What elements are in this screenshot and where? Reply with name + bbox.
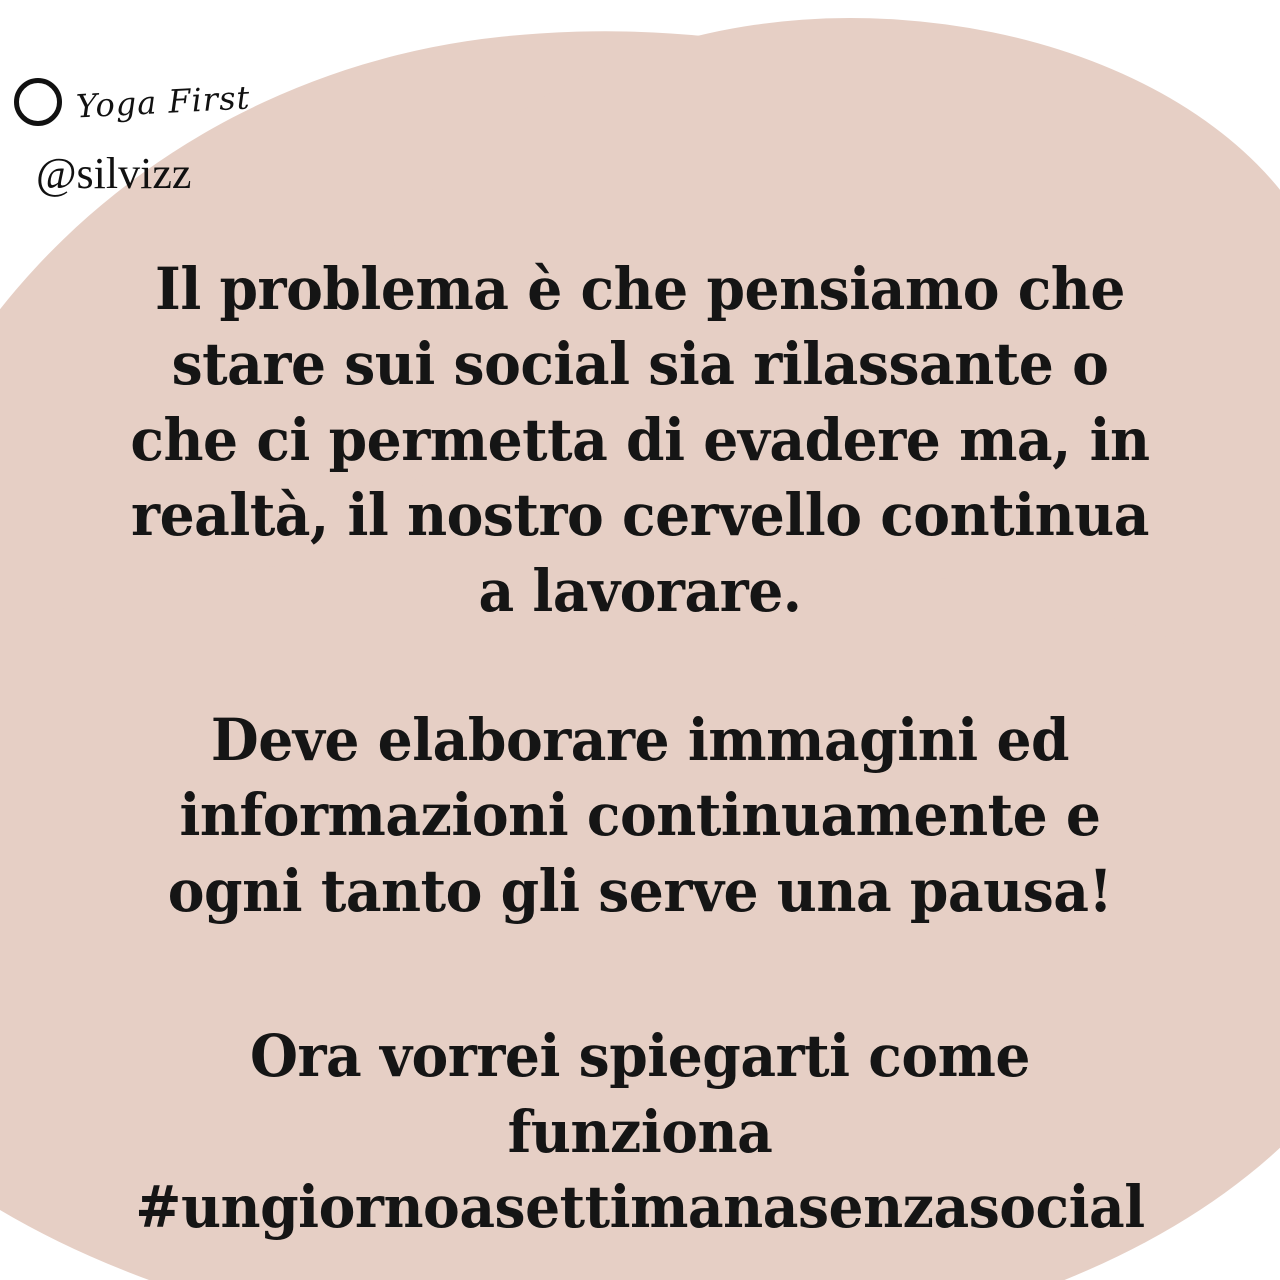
paragraph-1: Il problema è che pensiamo che stare sui social sia rilassante o che ci permetta di evadere ma, in realtà, il nostro cervello continua a lavorare. [130, 255, 1150, 625]
brand-name: Yoga First [75, 78, 252, 126]
account-handle: @silvizz [36, 149, 192, 198]
paragraph-2: Deve elaborare immagini ed informazioni continuamente e ogni tanto gli serve una pausa! [167, 705, 1113, 925]
brand-logo [14, 78, 250, 126]
circle-ring-icon [14, 78, 62, 126]
post-text-block [96, 252, 1184, 1245]
paragraph-3: Ora vorrei spiegarti come funziona #ungiornoasettimanasenzasocial [135, 1022, 1145, 1241]
